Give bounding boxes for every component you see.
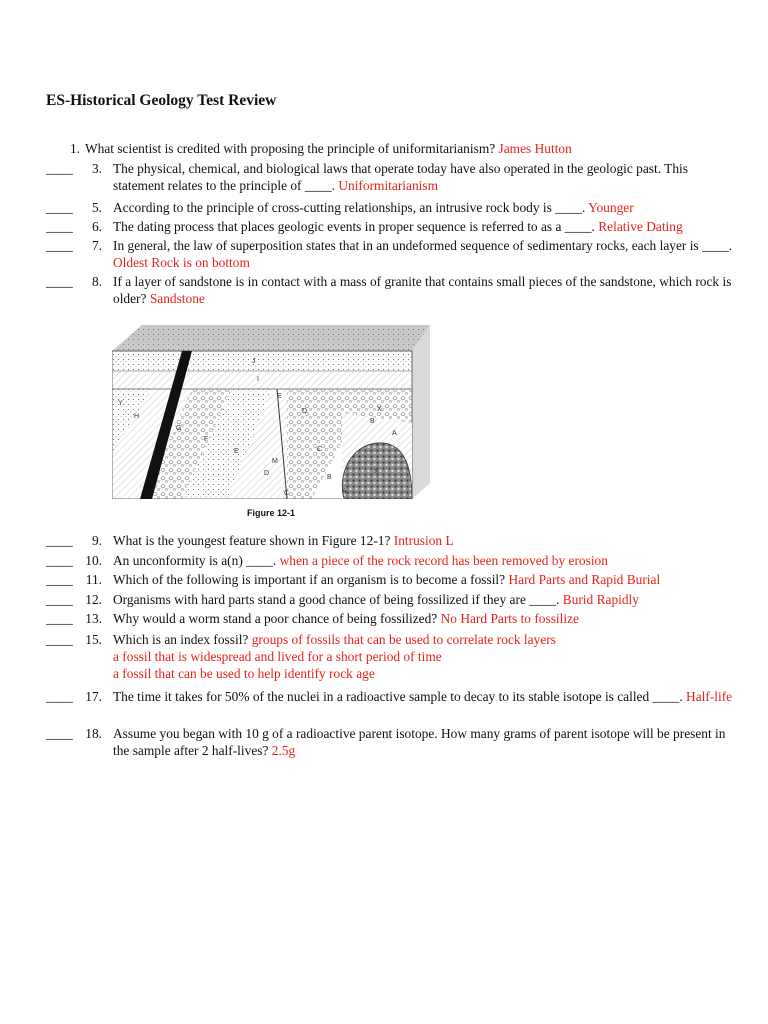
answer-text: No Hard Parts to fossilize <box>440 611 579 626</box>
question-text: Which of the following is important if an organism is to become a fossil? Hard Parts and Rapid Burial <box>113 572 661 587</box>
label-x: X <box>377 406 382 413</box>
answer-text: James Hutton <box>498 141 572 156</box>
surface-texture <box>112 325 430 351</box>
label-d-top: D <box>302 408 308 415</box>
label-h: H <box>134 413 140 420</box>
question-number: 10. <box>85 553 102 568</box>
question-text: If a layer of sandstone is in contact with a mass of granite that contains small pieces of the sandstone, which rock is older? Sandstone <box>113 274 732 306</box>
question-text: In general, the law of superposition states that in an undeformed sequence of sedimentary rocks, each layer is ____. Oldest Rock is on bottom <box>113 238 733 270</box>
question-number: 1. <box>69 141 80 156</box>
answer-text: when a piece of the rock record has been removed by erosion <box>279 553 608 568</box>
question-number: 15. <box>85 632 102 647</box>
question-number: 3. <box>91 161 102 176</box>
answer-blank: ____ <box>46 632 73 647</box>
question-number: 5. <box>91 200 102 215</box>
question-text: An unconformity is a(n) ____. when a piece of the rock record has been removed by erosion <box>113 553 608 568</box>
label-m: M <box>272 458 278 465</box>
answer-blank: ____ <box>46 592 73 607</box>
answer-text: Burid Rapidly <box>562 592 639 607</box>
geologic-cross-section-diagram <box>112 323 430 499</box>
answer-text: Younger <box>588 200 634 215</box>
label-i: I <box>257 376 259 383</box>
layer-i <box>112 371 412 389</box>
label-k: K <box>374 468 379 475</box>
label-b: B <box>327 474 332 481</box>
answer-blank: ____ <box>46 219 73 234</box>
answer-text: Hard Parts and Rapid Burial <box>508 572 661 587</box>
question-text: Which is an index fossil? groups of fossils that can be used to correlate rock layers a fossil that is widespread and lived for a short period of time a fossil that can be used to help identify rock age <box>113 632 556 681</box>
answer-blank: ____ <box>46 238 73 253</box>
question-number: 9. <box>91 533 102 548</box>
answer-text: Half-life <box>686 689 733 704</box>
answer-text: Uniformitarianism <box>338 178 439 193</box>
label-d: D <box>264 470 270 477</box>
page-title: ES-Historical Geology Test Review <box>46 92 277 109</box>
label-a: A <box>342 488 347 495</box>
label-c: C <box>284 490 290 497</box>
figure-12-1 <box>112 323 430 518</box>
question-number: 8. <box>91 274 102 289</box>
label-j: J <box>252 358 256 365</box>
answer-blank: ____ <box>46 726 73 741</box>
label-c-mid: C <box>317 446 323 453</box>
answer-blank: ____ <box>46 689 73 704</box>
question-number: 17. <box>85 689 102 704</box>
answer-blank: ____ <box>46 572 73 587</box>
question-text: The time it takes for 50% of the nuclei in a radioactive sample to decay to its stable isotope is called ____. Half-life <box>113 689 733 704</box>
answer-blank: ____ <box>46 533 73 548</box>
answer-text: groups of fossils that can be used to correlate rock layers <box>251 632 556 647</box>
answer-blank: ____ <box>46 161 73 176</box>
answer-blank: ____ <box>46 611 73 626</box>
figure-caption: Figure 12-1 <box>246 508 295 518</box>
block-side-face <box>412 325 430 499</box>
label-f: F <box>204 436 209 443</box>
label-a-top: A <box>392 430 397 437</box>
answer-text: 2.5g <box>271 743 296 758</box>
answer-text-3: a fossil that can be used to help identify rock age <box>113 666 375 681</box>
question-text: According to the principle of cross-cutting relationships, an intrusive rock body is ____. Younger <box>113 200 634 215</box>
answer-text-2: a fossil that is widespread and lived for a short period of time <box>113 649 442 664</box>
question-number: 13. <box>85 611 102 626</box>
answer-text: Oldest Rock is on bottom <box>113 255 250 270</box>
question-text: Assume you began with 10 g of a radioactive parent isotope. How many grams of parent isotope will be present in the sample after 2 half-lives? 2.5g <box>113 726 726 758</box>
answer-text: Sandstone <box>149 291 205 306</box>
question-number: 11. <box>85 572 102 587</box>
question-text: The physical, chemical, and biological laws that operate today have also operated in the geologic past. This statement relates to the principle of ____. Uniformitarianism <box>113 161 688 193</box>
question-number: 18. <box>85 726 102 741</box>
answer-text: Relative Dating <box>598 219 683 234</box>
layer-j <box>112 351 412 371</box>
label-g: G <box>176 425 182 432</box>
question-text: Organisms with hard parts stand a good chance of being fossilized if they are ____. Burid Rapidly <box>113 592 639 607</box>
answer-blank: ____ <box>46 200 73 215</box>
answer-blank: ____ <box>46 553 73 568</box>
question-text: What scientist is credited with proposing the principle of uniformitarianism? James Hutton <box>85 141 572 156</box>
question-number: 7. <box>91 238 102 253</box>
label-e: E <box>234 448 239 455</box>
question-text: The dating process that places geologic events in proper sequence is referred to as a ____. Relative Dating <box>113 219 683 234</box>
question-text: Why would a worm stand a poor chance of being fossilized? No Hard Parts to fossilize <box>113 611 579 626</box>
answer-text: Intrusion L <box>393 533 454 548</box>
question-text: What is the youngest feature shown in Figure 12-1? Intrusion L <box>113 533 454 548</box>
label-y: Y <box>118 400 123 407</box>
question-number: 6. <box>91 219 102 234</box>
label-e-top: E <box>277 393 282 400</box>
answer-blank: ____ <box>46 274 73 289</box>
label-b-top: B <box>370 418 375 425</box>
question-number: 12. <box>85 592 102 607</box>
